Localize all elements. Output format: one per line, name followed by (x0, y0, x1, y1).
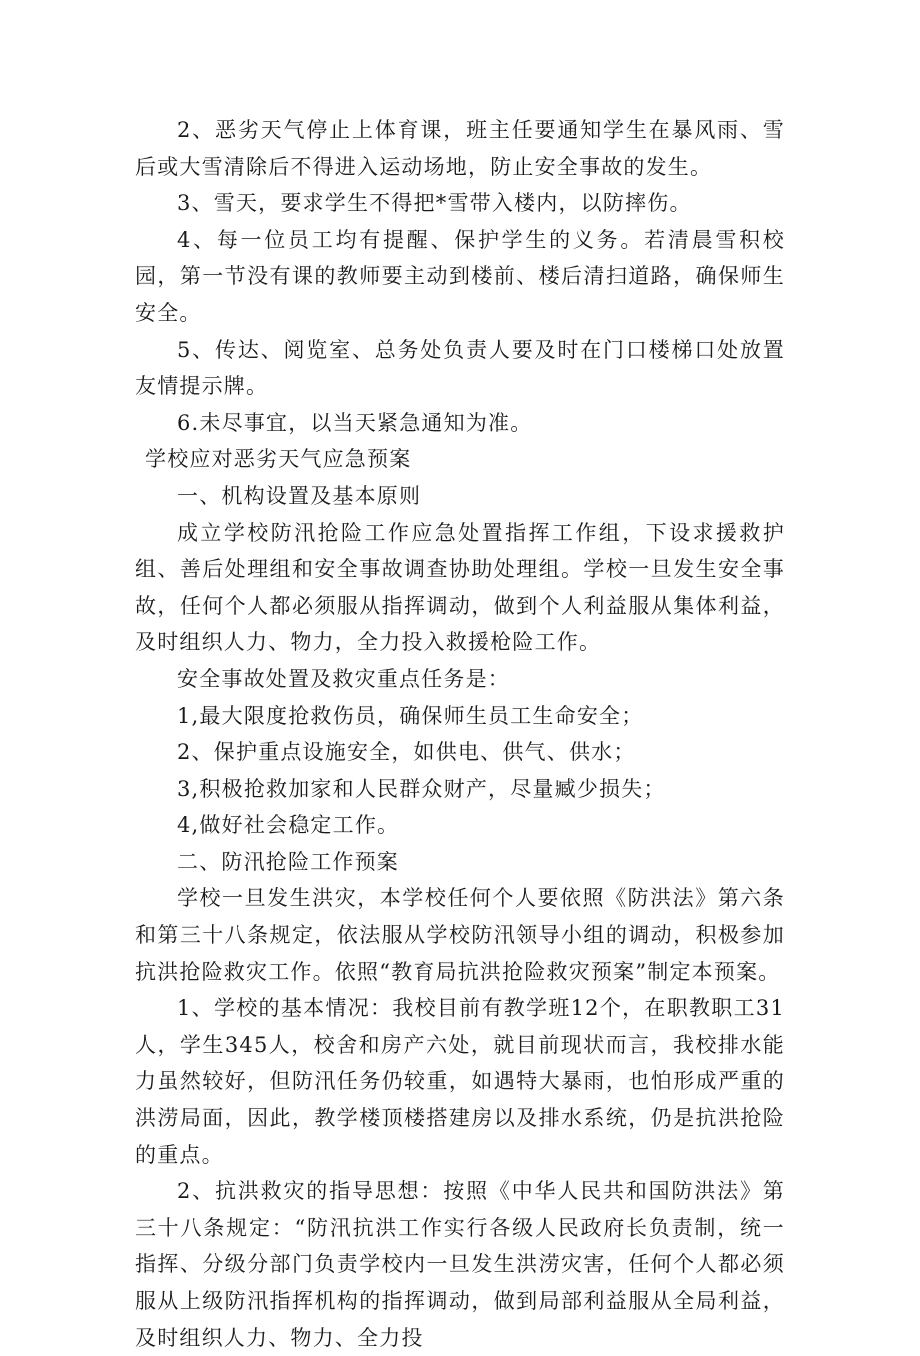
paragraph-school-status: 1、学校的基本情况：我校目前有教学班12个，在职教职工31人，学生345人，校舍和房产六处，就目前现状而言，我校排水能力虽然较好，但防汛任务仍较重，如遇特大暴雨，也怕形成严重的洪涝局面，因此，教学楼顶楼搭建房以及排水系统，仍是抗洪抢险的重点。 (135, 996, 785, 1167)
paragraph-warning-sign: 5、传达、阅览室、总务处负责人要及时在门口楼梯口处放置友情提示牌。 (135, 337, 785, 399)
list-item-task-3: 3,积极抢救加家和人民群众财产，尽量臧少损失； (177, 776, 666, 801)
paragraph-command-group: 成立学校防汛抢险工作应急处置指挥工作组，下设求援救护组、善后处理组和安全事故调查协助处理组。学校一旦发生安全事故，任何个人都必须服从指挥调动，做到个人利益服从集体利益，及时组织人力、物力，全力投入救援枪险工作。 (135, 520, 785, 655)
list-item-task-1: 1,最大限度抢救伤员，确保师生员工生命安全； (177, 703, 644, 728)
list-item-task-4: 4,做好社会稳定工作。 (177, 813, 400, 838)
section-title: 学校应对恶劣天气应急预案 (145, 447, 412, 472)
paragraph-flood-law: 学校一旦发生洪灾，本学校任何个人要依照《防洪法》第六条和第三十八条规定，依法服从学校防汛领导小组的调动，积极参加抗洪抢险救灾工作。依照“教育局抗洪抢险救灾预案”制定本预案。 (135, 886, 785, 984)
heading-organization: 一、机构设置及基本原则 (177, 483, 422, 508)
paragraph-staff-duty: 4、每一位员工均有提醒、保护学生的义务。若清晨雪积校园，第一节没有课的教师要主动到楼前、楼后清扫道路，确保师生安全。 (135, 227, 785, 325)
paragraph-weather-pe: 2、恶劣天气停止上体育课，班主任要通知学生在暴风雨、雪后或大雪清除后不得进入运动场地，防止安全事故的发生。 (135, 118, 785, 179)
paragraph-other-matters: 6.未尽事宜，以当天紧急通知为准。 (177, 410, 533, 435)
paragraph-guiding-idea: 2、抗洪救灾的指导思想：按照《中华人民共和国防洪法》第三十八条规定：“防汛抗洪工作实行各级人民政府长负责制，统一指挥、分级分部门负责学校内一旦发生洪涝灾害，任何个人都必须服从上级防汛指挥机构的指挥调动，做到局部利益服从全局利益，及时组织人力、物力、全力投 (135, 1179, 785, 1350)
list-item-task-2: 2、保护重点设施安全，如供电、供气、供水； (177, 740, 636, 765)
paragraph-key-tasks: 安全事故处置及救灾重点任务是： (177, 666, 510, 691)
document-body (135, 112, 785, 1356)
heading-flood-plan: 二、防汛抢险工作预案 (177, 849, 399, 874)
paragraph-snow-day: 3、雪天，要求学生不得把*雪带入楼内，以防摔伤。 (177, 191, 692, 216)
